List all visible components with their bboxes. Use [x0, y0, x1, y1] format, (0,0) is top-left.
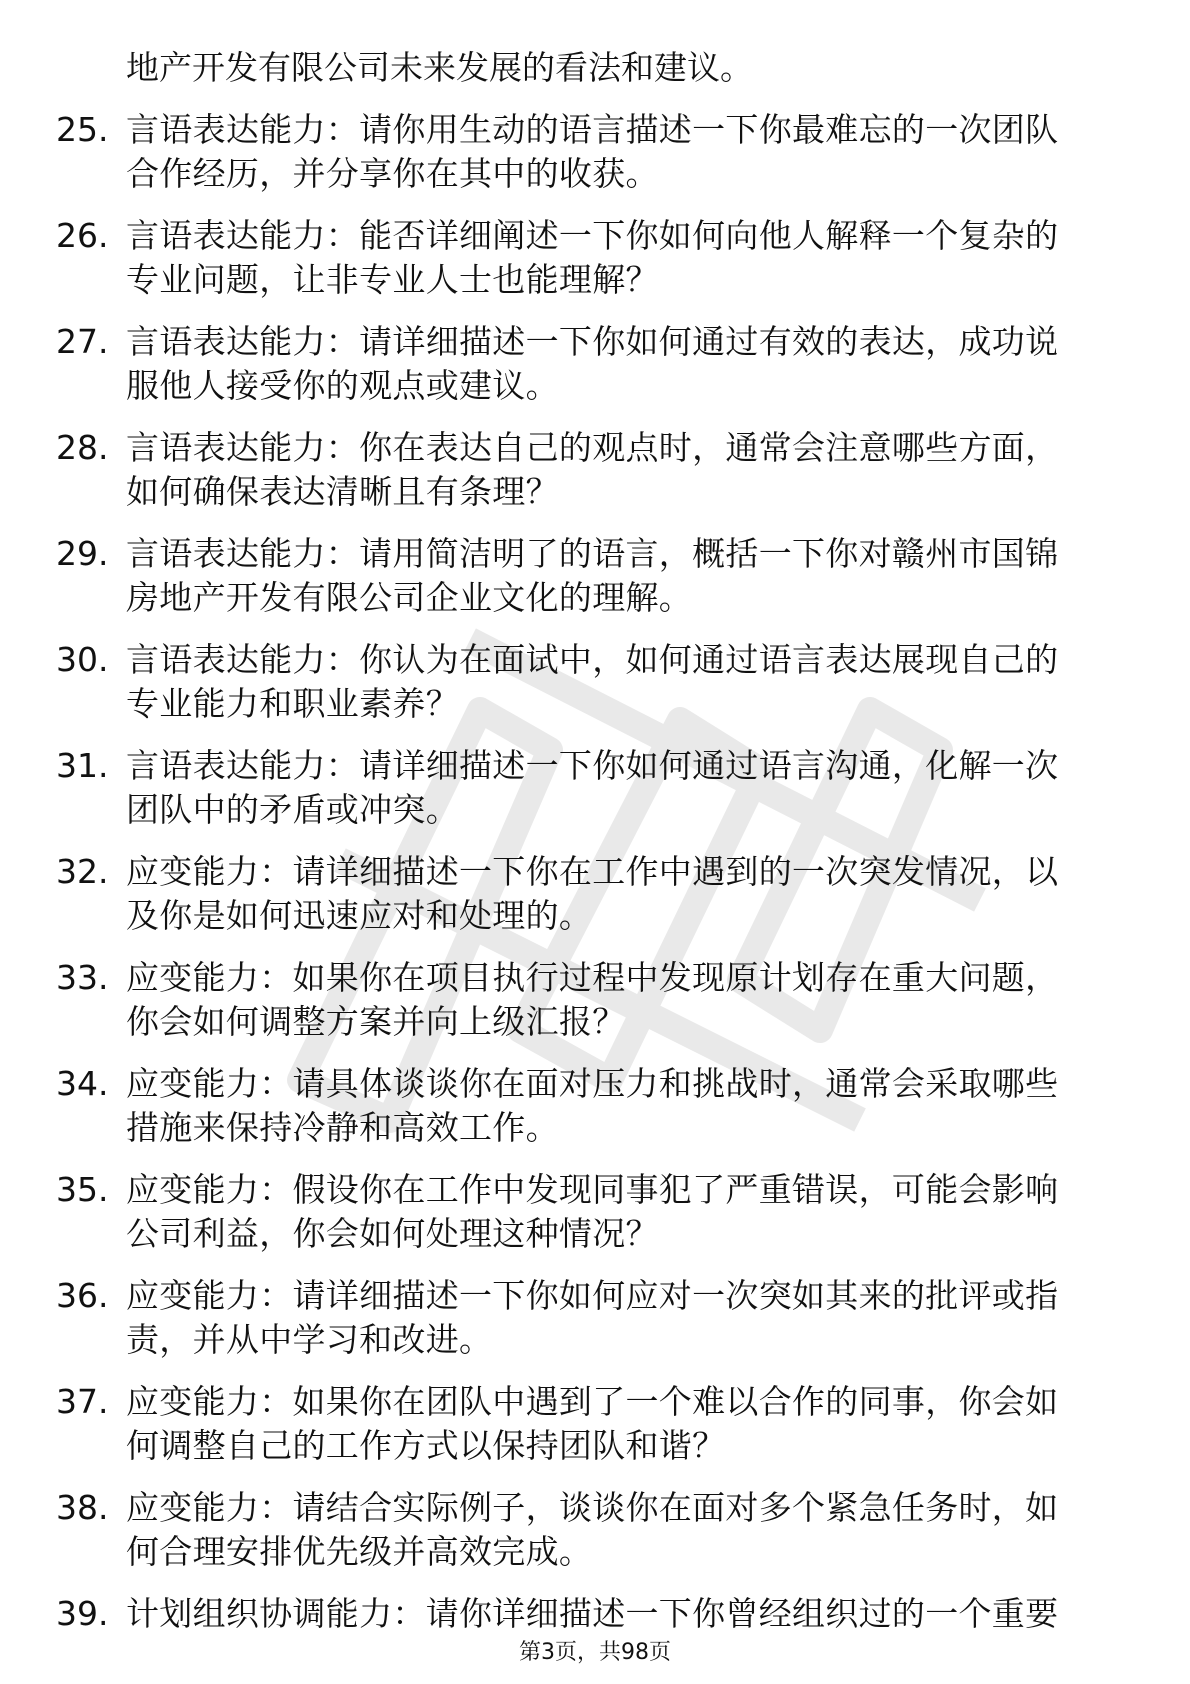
question-number: 38. [56, 1488, 109, 1527]
question-item [56, 1168, 1136, 1256]
question-item [56, 956, 1136, 1044]
question-text-line: 专业问题，让非专业人士也能理解？ [126, 260, 659, 299]
question-number: 33. [56, 958, 109, 997]
question-text [126, 956, 1136, 1044]
question-item [56, 532, 1136, 620]
question-text-line: 你会如何调整方案并向上级汇报？ [126, 1002, 626, 1041]
question-number: 37. [56, 1382, 109, 1421]
question-text-line: 言语表达能力：请用简洁明了的语言，概括一下你对赣州市国锦 [126, 534, 1059, 573]
continued-text: 地产开发有限公司未来发展的看法和建议。 [126, 48, 753, 87]
question-text-line: 应变能力：请具体谈谈你在面对压力和挑战时，通常会采取哪些 [126, 1064, 1059, 1103]
question-item [56, 1062, 1136, 1150]
question-number: 35. [56, 1170, 109, 1209]
question-text-line: 服他人接受你的观点或建议。 [126, 366, 559, 405]
question-text [126, 426, 1136, 514]
question-item [56, 1380, 1136, 1468]
question-text-line: 应变能力：请详细描述一下你如何应对一次突如其来的批评或指 [126, 1276, 1059, 1315]
question-text-line: 言语表达能力：请详细描述一下你如何通过有效的表达，成功说 [126, 322, 1059, 361]
question-text-line: 合作经历，并分享你在其中的收获。 [126, 154, 659, 193]
question-text-line: 专业能力和职业素养？ [126, 684, 459, 723]
question-number: 26. [56, 216, 109, 255]
question-number: 31. [56, 746, 109, 785]
question-text-line: 应变能力：请详细描述一下你在工作中遇到的一次突发情况，以 [126, 852, 1059, 891]
question-text-line: 言语表达能力：能否详细阐述一下你如何向他人解释一个复杂的 [126, 216, 1059, 255]
question-item [56, 638, 1136, 726]
question-item [56, 1592, 1136, 1636]
question-number: 28. [56, 428, 109, 467]
question-text-line: 责，并从中学习和改进。 [126, 1320, 493, 1359]
question-number: 27. [56, 322, 109, 361]
question-text-line: 何合理安排优先级并高效完成。 [126, 1532, 593, 1571]
question-list [56, 46, 1136, 1654]
question-number: 39. [56, 1594, 109, 1633]
question-text [126, 850, 1136, 938]
question-text-line: 言语表达能力：请详细描述一下你如何通过语言沟通，化解一次 [126, 746, 1059, 785]
question-text [126, 108, 1136, 196]
question-text [126, 1274, 1136, 1362]
question-number: 29. [56, 534, 109, 573]
page-number: 第3页，共98页 [519, 1640, 671, 1665]
question-text-line: 应变能力：假设你在工作中发现同事犯了严重错误，可能会影响 [126, 1170, 1059, 1209]
question-item [56, 744, 1136, 832]
question-text-line: 应变能力：请结合实际例子，谈谈你在面对多个紧急任务时，如 [126, 1488, 1059, 1527]
question-text [126, 1592, 1136, 1636]
question-text [126, 744, 1136, 832]
question-number: 25. [56, 110, 109, 149]
question-text-line: 言语表达能力：你认为在面试中，如何通过语言表达展现自己的 [126, 640, 1059, 679]
question-text [126, 1486, 1136, 1574]
question-text-line: 如何确保表达清晰且有条理？ [126, 472, 559, 511]
question-text-line: 团队中的矛盾或冲突。 [126, 790, 459, 829]
question-text-line: 何调整自己的工作方式以保持团队和谐？ [126, 1426, 726, 1465]
question-number: 34. [56, 1064, 109, 1103]
question-number: 32. [56, 852, 109, 891]
question-item [56, 426, 1136, 514]
question-item [56, 850, 1136, 938]
question-number: 30. [56, 640, 109, 679]
question-item [56, 1274, 1136, 1362]
question-item [56, 320, 1136, 408]
question-text [126, 320, 1136, 408]
question-text-line: 言语表达能力：请你用生动的语言描述一下你最难忘的一次团队 [126, 110, 1059, 149]
question-text [126, 1062, 1136, 1150]
question-text [126, 214, 1136, 302]
question-text [126, 1380, 1136, 1468]
question-text-line: 措施来保持冷静和高效工作。 [126, 1108, 559, 1147]
question-text-line: 公司利益，你会如何处理这种情况？ [126, 1214, 659, 1253]
question-number: 36. [56, 1276, 109, 1315]
question-item [56, 214, 1136, 302]
question-item [56, 1486, 1136, 1574]
question-text [126, 532, 1136, 620]
question-text-line: 应变能力：如果你在团队中遇到了一个难以合作的同事，你会如 [126, 1382, 1059, 1421]
question-item [56, 108, 1136, 196]
question-text [126, 638, 1136, 726]
question-text-line: 房地产开发有限公司企业文化的理解。 [126, 578, 693, 617]
question-text-line: 计划组织协调能力：请你详细描述一下你曾经组织过的一个重要 [126, 1594, 1059, 1633]
question-text [126, 1168, 1136, 1256]
question-text-line: 及你是如何迅速应对和处理的。 [126, 896, 593, 935]
question-text-line: 言语表达能力：你在表达自己的观点时，通常会注意哪些方面， [126, 428, 1059, 467]
question-text-line: 应变能力：如果你在项目执行过程中发现原计划存在重大问题， [126, 958, 1059, 997]
